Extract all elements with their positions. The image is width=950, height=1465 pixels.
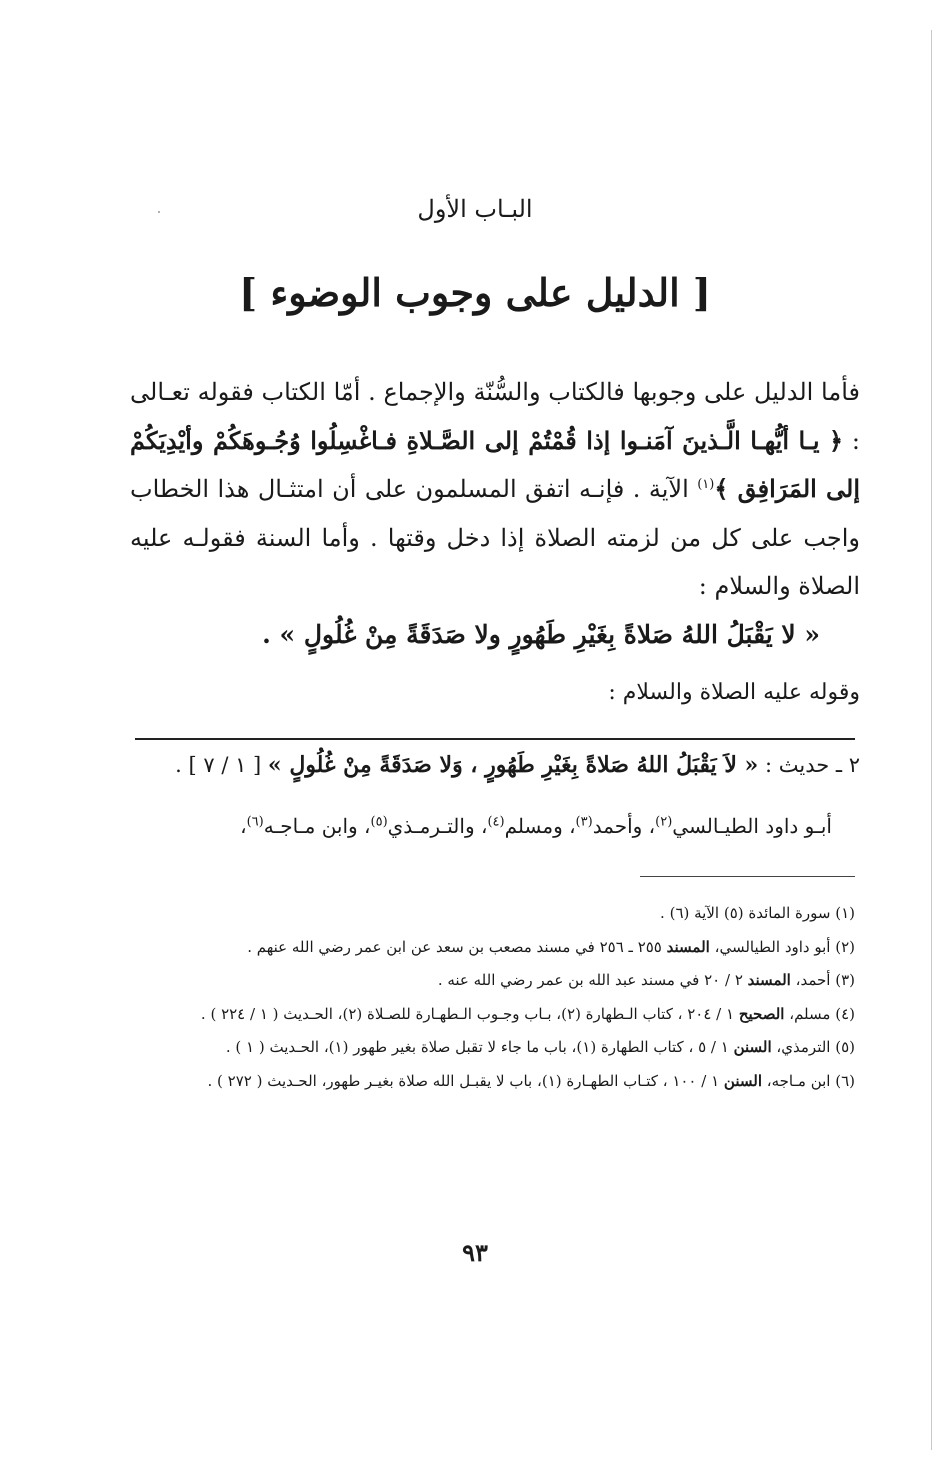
footnote-book-title: الصحيح bbox=[738, 1004, 785, 1023]
intro-text: فأما الدليل على وجوبها فالكتاب والسُّنّة والإجماع . أمّا الكتاب فقوله تعـالى : bbox=[130, 378, 860, 455]
footnote-marker: (٦) bbox=[246, 814, 264, 830]
source-ahmad: ، وأحمد bbox=[592, 814, 656, 838]
footnote-text: (١) سورة المائدة (٥) الآية (٦) . bbox=[660, 904, 855, 922]
footnote-text: ٢ / ٢٠ في مسند عبد الله بن عمر رضي الله عنه . bbox=[437, 971, 748, 989]
footnote-3 bbox=[132, 964, 855, 998]
section-title: [ الدليل على وجوب الوضوء ] bbox=[239, 270, 711, 315]
hadith-sources bbox=[130, 814, 832, 838]
footnote-marker: (١) bbox=[697, 477, 715, 492]
footnote-text: ١ / ٢٠٤ ، كتاب الـطهارة (٢)، بـاب وجـوب الـطهـارة للصـلاة (٢)، الحـديث ( ١ / ٢٢٤ ) . bbox=[200, 1004, 739, 1023]
chapter-heading: البـاب الأول bbox=[417, 195, 533, 223]
footnote-text: (٥) الترمذي، bbox=[771, 1038, 855, 1056]
footnote-text: (٦) ابن مـاجه، bbox=[762, 1071, 855, 1090]
main-paragraph bbox=[130, 368, 860, 611]
hadith-ref-suffix: [ ١ / ٧ ] . bbox=[175, 753, 262, 777]
footnote-marker: (٤) bbox=[487, 814, 505, 830]
footnote-marker: (٣) bbox=[575, 814, 593, 830]
footnote-text: ١ / ١٠٠ ، كتـاب الطهـارة (١)، باب لا يقبـل الله صلاة بغيـر طهور، الحـديث ( ٢٧٢ ) . bbox=[207, 1071, 724, 1090]
footnotes bbox=[132, 897, 855, 1098]
footnote-1 bbox=[132, 897, 855, 931]
explanation-text: الآية . فإنـه اتفق المسلمون على أن امتثـال هذا الخطاب واجب على كل من لزمته الصلاة إذا دخل وقتها . وأما السنة فقولـه عليه الصلاة والسلام : bbox=[130, 475, 861, 600]
footnote-5 bbox=[132, 1031, 855, 1065]
footnote-book-title: المسند bbox=[666, 937, 710, 956]
quran-verse: ﴿ يـا أيُّهـا الَّـذينَ آمَنـوا إذا قُمْتُمْ إلى الصَّـلاةِ فـاغْسِلُوا وُجُـوهَكُمْ وأيْدِيَكُمْ إلى المَرَافِق ﴾ bbox=[130, 425, 860, 503]
footnote-marker: (٥) bbox=[370, 814, 388, 830]
source-abu-dawud: أبـو داود الطيـالسي bbox=[672, 814, 832, 838]
footnote-6 bbox=[132, 1065, 855, 1099]
footnote-divider bbox=[640, 876, 855, 877]
footnote-book-title: السنن bbox=[723, 1071, 762, 1090]
hadith-reference bbox=[130, 752, 860, 778]
section-divider bbox=[135, 738, 855, 740]
page-number: ٩٣ bbox=[462, 1238, 488, 1267]
footnote-text: (٤) مسلم، bbox=[784, 1004, 855, 1023]
footnote-4 bbox=[132, 998, 855, 1032]
footnote-book-title: المسند bbox=[747, 971, 791, 989]
footnote-text: (٢) أبو داود الطيالسي، bbox=[709, 937, 855, 956]
source-ibn-majah: ، وابن مـاجـه bbox=[263, 814, 371, 838]
hadith-follow-text: وقوله عليه الصلاة والسلام : bbox=[608, 680, 860, 705]
page-edge-line bbox=[931, 30, 932, 1450]
source-tirmidhi: ، والتـرمـذي bbox=[387, 814, 488, 838]
footnote-book-title: السنن bbox=[733, 1038, 772, 1056]
footnote-text: ٢٥٥ ـ ٢٥٦ في مسند مصعب بن سعد عن ابن عمر رضي الله عنهم . bbox=[247, 937, 667, 956]
sources-end: ، bbox=[240, 814, 247, 838]
hadith-ref-quote: « لاَ يَقْبَلُ اللهُ صَلاةً بِغَيْرِ طَهُورٍ ، وَلا صَدَقَةً مِنْ غُلُولٍ » bbox=[267, 752, 759, 778]
source-muslim: ، ومسلم bbox=[504, 814, 576, 838]
footnote-text: ١ / ٥ ، كتاب الطهارة (١)، باب ما جاء لا تقبل صلاة بغير طهور (١)، الحـديث ( ١ ) . bbox=[225, 1038, 734, 1056]
footnote-marker: (٢) bbox=[655, 814, 673, 830]
hadith-text: « لا يَقْبَلُ اللهُ صَلاةً بِغَيْرِ طَهُورٍ ولا صَدَقَةً مِنْ غُلُولٍ » . bbox=[262, 620, 820, 649]
hadith-ref-prefix: ٢ ـ حديث : bbox=[764, 753, 860, 777]
footnote-text: (٣) أحمد، bbox=[790, 971, 855, 989]
footnote-2 bbox=[132, 931, 855, 965]
